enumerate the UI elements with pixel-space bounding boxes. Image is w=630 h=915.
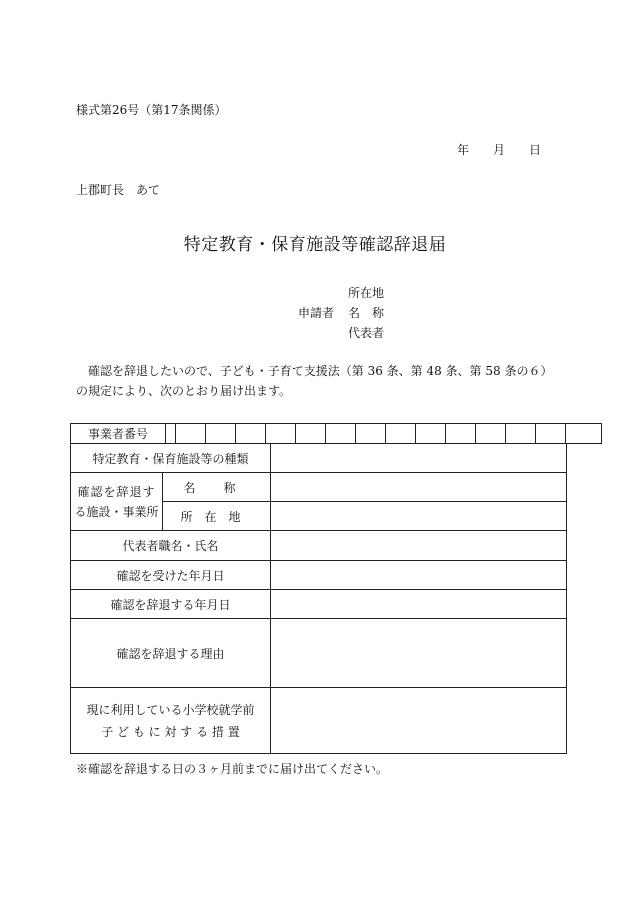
business-number-cell-14[interactable] (566, 424, 602, 444)
withdrawal-date-label: 確認を辞退する年月日 (71, 590, 271, 619)
date-line (457, 141, 541, 158)
business-number-cell-7[interactable] (356, 424, 386, 444)
date-month-label: 月 (493, 143, 506, 157)
facility-group-label (71, 473, 163, 531)
business-number-label: 事業者番号 (71, 424, 166, 444)
measures-label (71, 688, 271, 754)
business-number-cell-8[interactable] (386, 424, 416, 444)
business-number-cell-4[interactable] (266, 424, 296, 444)
business-number-cell-0[interactable] (166, 424, 176, 444)
measures-label-line-1: 現に利用している小学校就学前 (86, 702, 255, 717)
withdrawal-date-input[interactable] (271, 590, 567, 619)
representative-label: 代表者職名・氏名 (71, 531, 271, 561)
intro-line-2: の規定により、次のとおり届け出ます。 (76, 384, 292, 398)
representative-input[interactable] (271, 531, 567, 561)
facility-name-label: 名称 (163, 473, 271, 502)
representative-row (71, 531, 567, 561)
business-number-cell-3[interactable] (236, 424, 266, 444)
applicant-label: 申請者 (298, 306, 335, 320)
intro-text (76, 361, 556, 401)
date-year-label: 年 (457, 143, 470, 157)
facility-type-row (71, 444, 567, 473)
applicant-address-label: 所在地 (348, 286, 385, 300)
applicant-name-label: 名 称 (348, 306, 385, 320)
withdrawal-form-table-body (70, 443, 567, 754)
withdrawal-date-row (71, 590, 567, 619)
business-number-cell-11[interactable] (476, 424, 506, 444)
applicant-representative-label: 代表者 (348, 326, 385, 340)
confirmed-date-input[interactable] (271, 561, 567, 590)
confirmed-date-label: 確認を受けた年月日 (71, 561, 271, 590)
withdrawal-reason-row (71, 619, 567, 688)
facility-name-input[interactable] (271, 473, 567, 502)
facility-type-label: 特定教育・保育施設等の種類 (71, 444, 271, 473)
measures-input[interactable] (271, 688, 567, 754)
facility-type-input[interactable] (271, 444, 567, 473)
business-number-row (71, 424, 602, 444)
business-number-cell-5[interactable] (296, 424, 326, 444)
withdrawal-reason-label: 確認を辞退する理由 (71, 619, 271, 688)
confirmed-date-row (71, 561, 567, 590)
measures-label-line-2: 子 ど も に 対 す る 措 置 (101, 724, 240, 739)
measures-row (71, 688, 567, 754)
business-number-cell-10[interactable] (446, 424, 476, 444)
facility-group-label-line-2: る施設・事業所 (74, 504, 159, 519)
document-title: 特定教育・保育施設等確認辞退届 (183, 235, 447, 255)
business-number-cell-2[interactable] (206, 424, 236, 444)
business-number-cell-9[interactable] (416, 424, 446, 444)
business-number-cell-6[interactable] (326, 424, 356, 444)
withdrawal-form-table (70, 423, 602, 444)
business-number-cell-12[interactable] (506, 424, 536, 444)
form-number: 様式第26号（第17条関係） (76, 103, 227, 117)
facility-address-input[interactable] (271, 502, 567, 531)
business-number-cell-1[interactable] (176, 424, 206, 444)
facility-address-label: 所在地 (163, 502, 271, 531)
footnote: ※確認を辞退する日の３ヶ月前までに届け出てください。 (76, 762, 389, 776)
addressee: 上郡町長 あて (76, 183, 161, 197)
date-day-label: 日 (529, 143, 542, 157)
facility-group-label-line-1: 確認を辞退す (77, 484, 156, 499)
applicant-fields (348, 283, 384, 343)
facility-name-row (71, 473, 567, 502)
intro-line-1: 確認を辞退したいので、子ども・子育て支援法（第 36 条、第 48 条、第 58 条の６） (88, 364, 553, 378)
withdrawal-reason-input[interactable] (271, 619, 567, 688)
business-number-cell-13[interactable] (536, 424, 566, 444)
